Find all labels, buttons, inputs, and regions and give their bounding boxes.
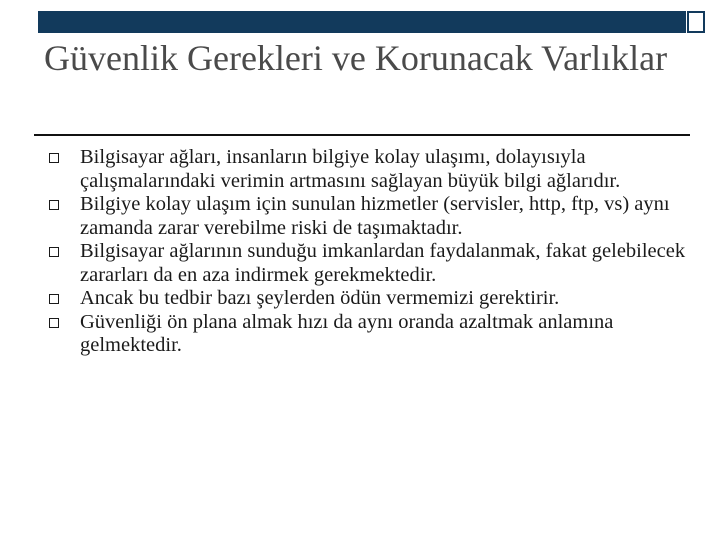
bullet-item	[44, 146, 694, 193]
bullet-text: Güvenliği ön plana almak hızı da aynı oranda azaltmak anlamına gelmektedir.	[80, 310, 614, 356]
hollow-square-bullet-icon	[49, 294, 59, 304]
bullet-item	[44, 193, 694, 240]
bullet-item	[44, 311, 694, 358]
header-bar	[38, 11, 686, 33]
hollow-square-bullet-icon	[49, 247, 59, 257]
title-divider	[34, 134, 690, 136]
corner-square-decoration	[687, 11, 705, 33]
bullet-text: Bilgisayar ağları, insanların bilgiye kolay ulaşımı, dolayısıyla çalışmalarındaki verimin artmasını sağlayan büyük bilgi ağlarıdır.	[80, 146, 621, 192]
bullet-item	[44, 287, 694, 311]
hollow-square-bullet-icon	[49, 200, 59, 210]
bullet-text: Bilgisayar ağlarının sunduğu imkanlardan faydalanmak, fakat gelebilecek zararları da en aza indirmek gerekmektedir.	[80, 240, 686, 286]
hollow-square-bullet-icon	[49, 318, 59, 328]
bullet-item	[44, 240, 694, 287]
slide-title: Güvenlik Gerekleri ve Korunacak Varlıklar	[44, 38, 668, 78]
bullet-text: Bilgiye kolay ulaşım için sunulan hizmetler (servisler, http, ftp, vs) aynı zamanda zarar verebilme riski de taşımaktadır.	[80, 193, 670, 239]
hollow-square-bullet-icon	[49, 153, 59, 163]
bullet-text: Ancak bu tedbir bazı şeylerden ödün vermemizi gerektirir.	[80, 287, 560, 309]
bullet-list	[44, 146, 694, 358]
